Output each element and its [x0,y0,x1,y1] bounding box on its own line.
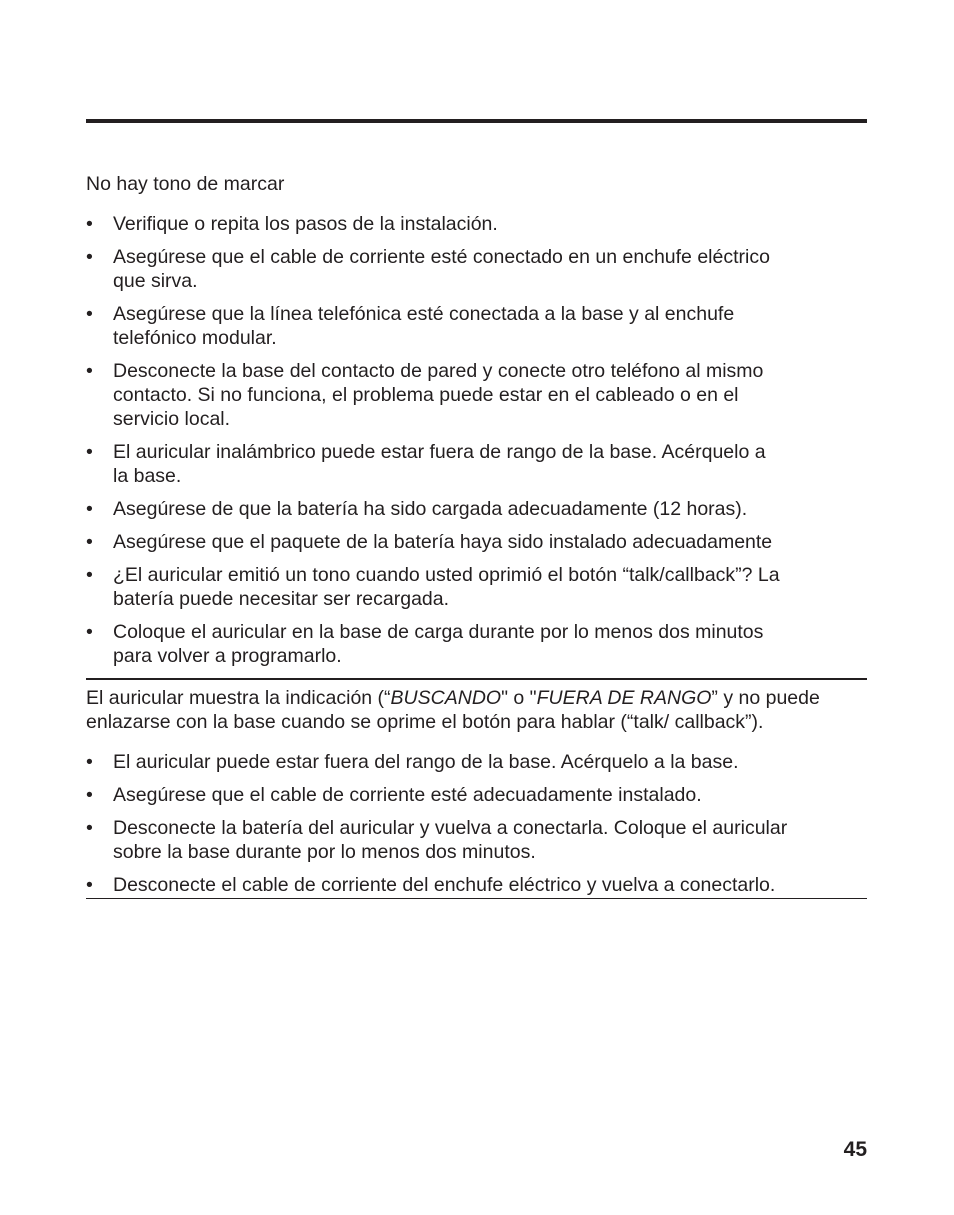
bullet: • [86,213,93,235]
bullet: • [86,360,93,382]
list-item: • Asegúrese de que la batería ha sido cargada adecuadamente (12 horas). [86,498,748,520]
section-divider [86,678,867,680]
list-item: • Verifique o repita los pasos de la instalación. [86,213,498,235]
bullet: • [86,874,93,896]
bullet: • [86,498,93,520]
section-heading: No hay tono de marcar [86,173,285,195]
bullet-list [86,750,867,897]
list-item: • Asegúrese que el cable de corriente esté adecuadamente instalado. [86,784,702,806]
list-item: • Desconecte la base del contacto de pared y conecte otro teléfono al mismo contacto. Si no funciona, el problema puede estar en el cableado o en el servicio local. [86,360,764,430]
list-item: • El auricular puede estar fuera del rango de la base. Acérquelo a la base. [86,751,739,773]
bullet: • [86,441,93,463]
list-item: • Coloque el auricular en la base de carga durante por lo menos dos minutos para volver a programarlo. [86,621,764,667]
section-no-dial-tone [86,172,867,677]
top-rule [86,119,867,123]
section-heading: El auricular muestra la indicación (“BUSCANDO" o "FUERA DE RANGO” y no puede enlazarse con la base cuando se oprime el botón para hablar (“talk/ callback”). [86,687,820,733]
bullet: • [86,817,93,839]
bullet: • [86,531,93,553]
section-searching [86,686,867,906]
bullet: • [86,246,93,268]
bullet: • [86,751,93,773]
list-item: • Asegúrese que el paquete de la batería haya sido instalado adecuadamente [86,531,773,553]
bullet: • [86,784,93,806]
bullet: • [86,564,93,586]
bullet: • [86,621,93,643]
list-item: • ¿El auricular emitió un tono cuando usted oprimió el botón “talk/callback”? La batería puede necesitar ser recargada. [86,564,780,610]
bullet-list [86,212,867,668]
list-item: • Desconecte la batería del auricular y vuelva a conectarla. Coloque el auricular sobre la base durante por lo menos dos minutos. [86,817,788,863]
page-number: 45 [843,1138,867,1161]
list-item: • Desconecte el cable de corriente del enchufe eléctrico y vuelva a conectarlo. [86,874,776,896]
list-item: • El auricular inalámbrico puede estar fuera de rango de la base. Acérquelo a la base. [86,441,766,487]
list-item: • Asegúrese que el cable de corriente esté conectado en un enchufe eléctrico que sirva. [86,246,770,292]
list-item: • Asegúrese que la línea telefónica esté conectada a la base y al enchufe telefónico modular. [86,303,735,349]
bottom-rule [86,898,867,899]
bullet: • [86,303,93,325]
